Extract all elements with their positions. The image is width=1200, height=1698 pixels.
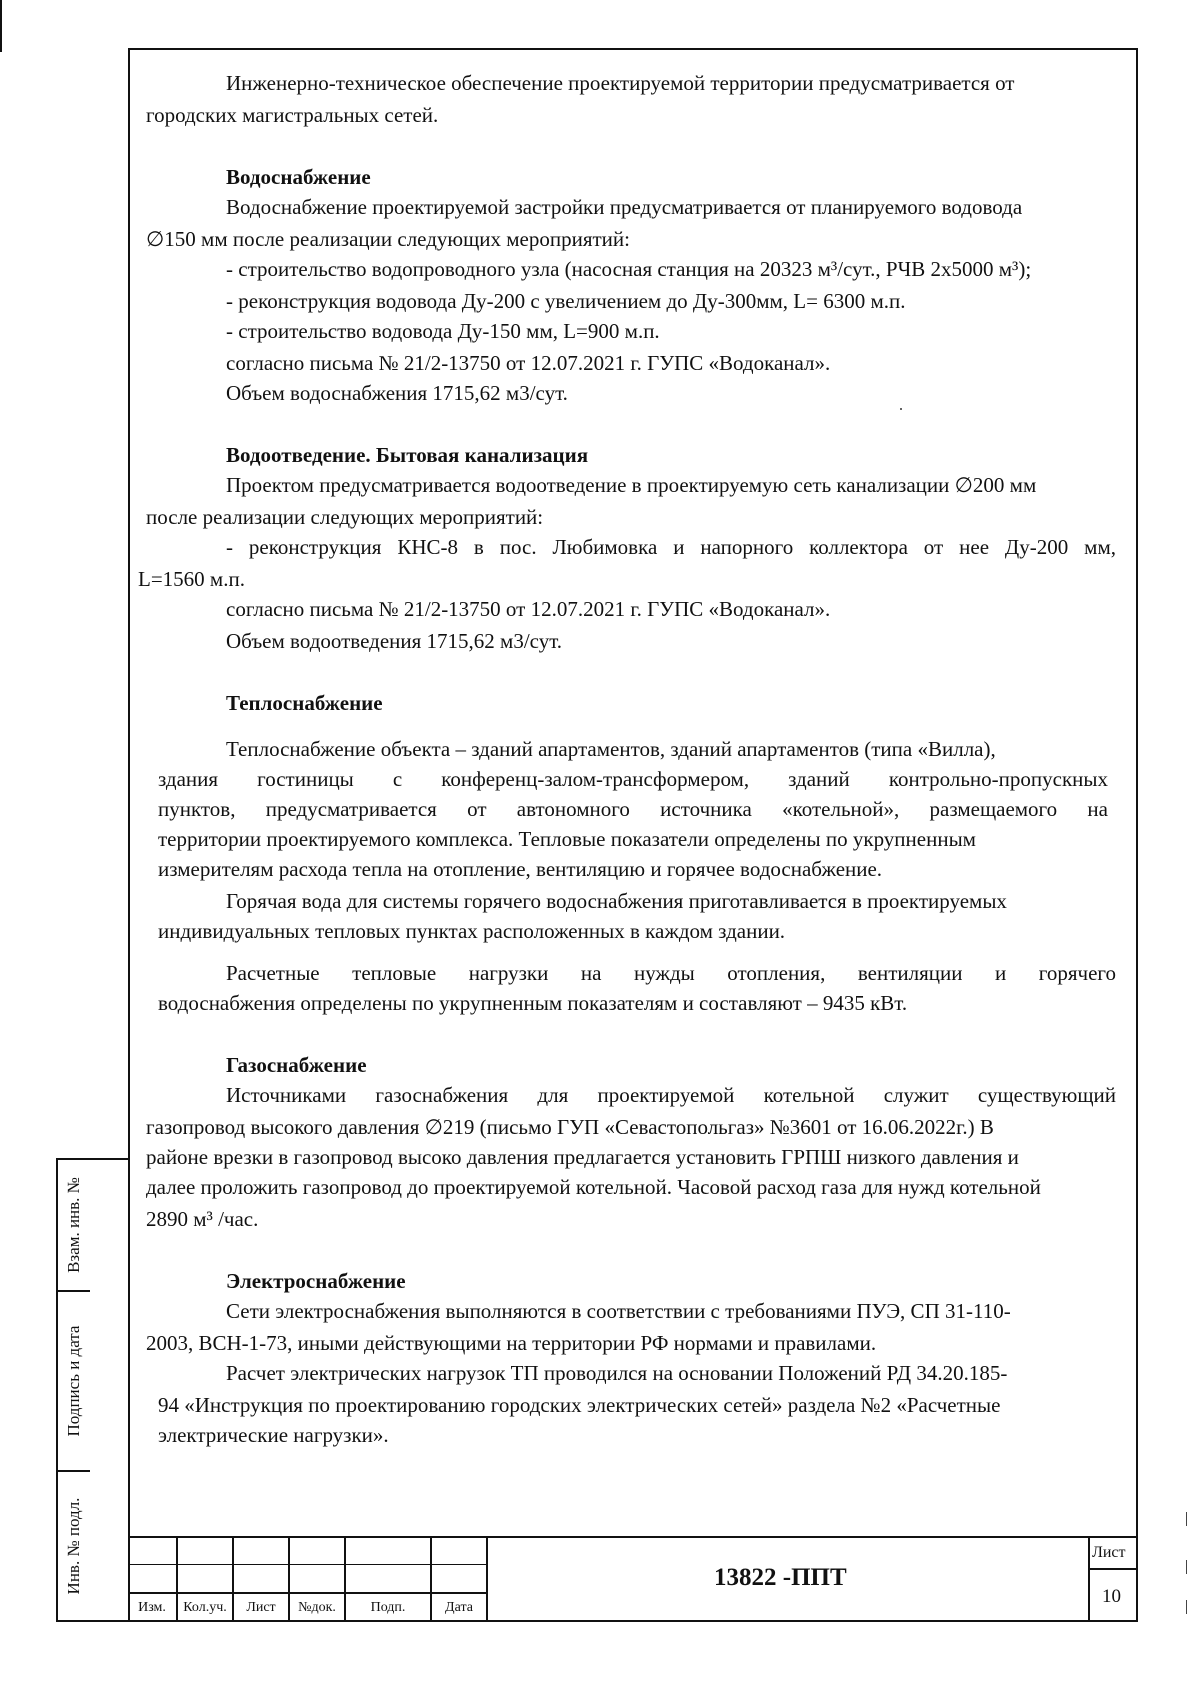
scan-tick-mark (1186, 1600, 1187, 1614)
title-block-top-line (128, 1536, 1138, 1538)
water-line-3: - строительство водопроводного узла (насосная станция на 20323 м³/сут., РЧВ 2х5000 м³); (226, 257, 1032, 281)
power-line-3: Расчет электрических нагрузок ТП проводился на основании Положений РД 34.20.185- (226, 1361, 1008, 1385)
intro-line-2: городских магистральных сетей. (146, 103, 439, 127)
sewer-line-4: L=1560 м.п. (138, 567, 245, 591)
sewer-line-5: согласно письма № 21/2-13750 от 12.07.2021 г. ГУПС «Водоканал». (226, 597, 831, 621)
heat-line-1: Теплоснабжение объекта – зданий апартаментов, зданий апартаментов (типа «Вилла), (226, 737, 996, 761)
water-line-4: - реконструкция водовода Ду-200 с увеличением до Ду-300мм, L= 6300 м.п. (226, 289, 906, 313)
heat-line-6: Горячая вода для системы горячего водоснабжения приготавливается в проектируемых (226, 889, 1007, 913)
side-cell-replacement-inv (58, 1160, 90, 1290)
power-heading: Электроснабжение (226, 1269, 406, 1293)
gas-line-4: далее проложить газопровод до проектируемой котельной. Часовой расход газа для нужд котельной (146, 1175, 1041, 1199)
side-label-replacement-inv: Взам. инв. № (64, 1177, 83, 1273)
scan-tick-mark (1186, 1512, 1187, 1526)
sewer-line-1: Проектом предусматривается водоотведение в проектируемую сеть канализации ∅200 мм (226, 473, 1037, 497)
side-stamp-blank-column (90, 1158, 128, 1622)
heat-line-7: индивидуальных тепловых пунктах расположенных в каждом здании. (158, 919, 786, 943)
power-line-4: 94 «Инструкция по проектированию городских электрических сетей» раздела №2 «Расчетные (158, 1393, 1001, 1417)
scan-tick-mark (1186, 1560, 1187, 1574)
title-block-row-line (128, 1564, 488, 1565)
side-cell-signature-date (58, 1292, 90, 1470)
gas-line-1: Источниками газоснабжения для проектируемой котельной служит существующий (226, 1083, 1116, 1107)
title-block-row-line (1088, 1568, 1138, 1570)
col-label-date: Дата (445, 1600, 473, 1615)
power-line-2: 2003, ВСН-1-73, иными действующими на территории РФ нормами и правилами. (146, 1331, 877, 1355)
heat-line-5: измерителям расхода тепла на отопление, вентиляцию и горячее водоснабжение. (158, 857, 883, 881)
col-label-doc-no: №док. (298, 1600, 336, 1615)
sewer-heading: Водоотведение. Бытовая канализация (226, 443, 589, 467)
side-stamp (56, 1158, 90, 1622)
col-label-signature: Подп. (370, 1600, 406, 1615)
title-block-col-line (1088, 1536, 1090, 1622)
gas-line-3: районе врезки в газопровод высоко давления предлагается установить ГРПШ низкого давления и (146, 1145, 1019, 1169)
heat-line-3: пунктов, предусматривается от автономного источника «котельной», размещаемого на (158, 797, 1108, 821)
col-label-qty: Кол.уч. (183, 1600, 227, 1615)
water-line-2: ∅150 мм после реализации следующих мероприятий: (146, 227, 630, 251)
sewer-line-2: после реализации следующих мероприятий: (146, 505, 544, 529)
col-label-sheet: Лист (246, 1600, 276, 1615)
intro-line-1: Инженерно-техническое обеспечение проектируемой территории предусматривается от (226, 71, 1015, 95)
sewer-line-6: Объем водоотведения 1715,62 м3/сут. (226, 629, 563, 653)
title-block-col-line (486, 1536, 488, 1622)
title-block-row-line (128, 1592, 488, 1594)
heat-line-8: Расчетные тепловые нагрузки на нужды отопления, вентиляции и горячего (226, 961, 1116, 985)
gas-line-5: 2890 м³ /час. (146, 1207, 259, 1231)
heat-line-9: водоснабжения определены по укрупненным показателям и составляют – 9435 кВт. (158, 991, 908, 1015)
sewer-line-3: - реконструкция КНС-8 в пос. Любимовка и напорного коллектора от нее Ду-200 мм, (226, 535, 1116, 559)
heat-line-4: территории проектируемого комплекса. Тепловые показатели определены по укрупненным (158, 827, 976, 851)
gas-line-2: газопровод высокого давления ∅219 (письмо ГУП «Севастопольгаз» №3601 от 16.06.2022г.) В (146, 1115, 994, 1139)
side-label-signature-date: Подпись и дата (64, 1325, 83, 1437)
power-line-1: Сети электроснабжения выполняются в соответствии с требованиями ПУЭ, СП 31-110- (226, 1299, 1011, 1323)
col-label-change: Изм. (138, 1600, 166, 1615)
water-line-6: согласно письма № 21/2-13750 от 12.07.2021 г. ГУПС «Водоканал». (226, 351, 831, 375)
water-line-7: Объем водоснабжения 1715,62 м3/сут. (226, 381, 568, 405)
sheet-number: 10 (1102, 1586, 1121, 1607)
document-code: 13822 -ППТ (714, 1564, 847, 1591)
heat-heading: Теплоснабжение (226, 691, 383, 715)
water-line-5: - строительство водовода Ду-150 мм, L=900 м.п. (226, 319, 660, 343)
sheet-label: Лист (1092, 1544, 1126, 1561)
side-cell-original-inv (58, 1472, 90, 1620)
water-heading: Водоснабжение (226, 165, 371, 189)
power-line-5: электрические нагрузки». (158, 1423, 389, 1447)
side-label-original-inv: Инв. № подл. (64, 1497, 83, 1595)
heat-line-2: здания гостиницы с конференц-залом-трансформером, зданий контрольно-пропускных (158, 767, 1108, 791)
title-block (128, 1536, 1138, 1622)
gas-heading: Газоснабжение (226, 1053, 367, 1077)
scan-speck (900, 408, 902, 410)
scan-edge-mark (0, 0, 2, 52)
water-line-1: Водоснабжение проектируемой застройки предусматривается от планируемого водовода (226, 195, 1023, 219)
